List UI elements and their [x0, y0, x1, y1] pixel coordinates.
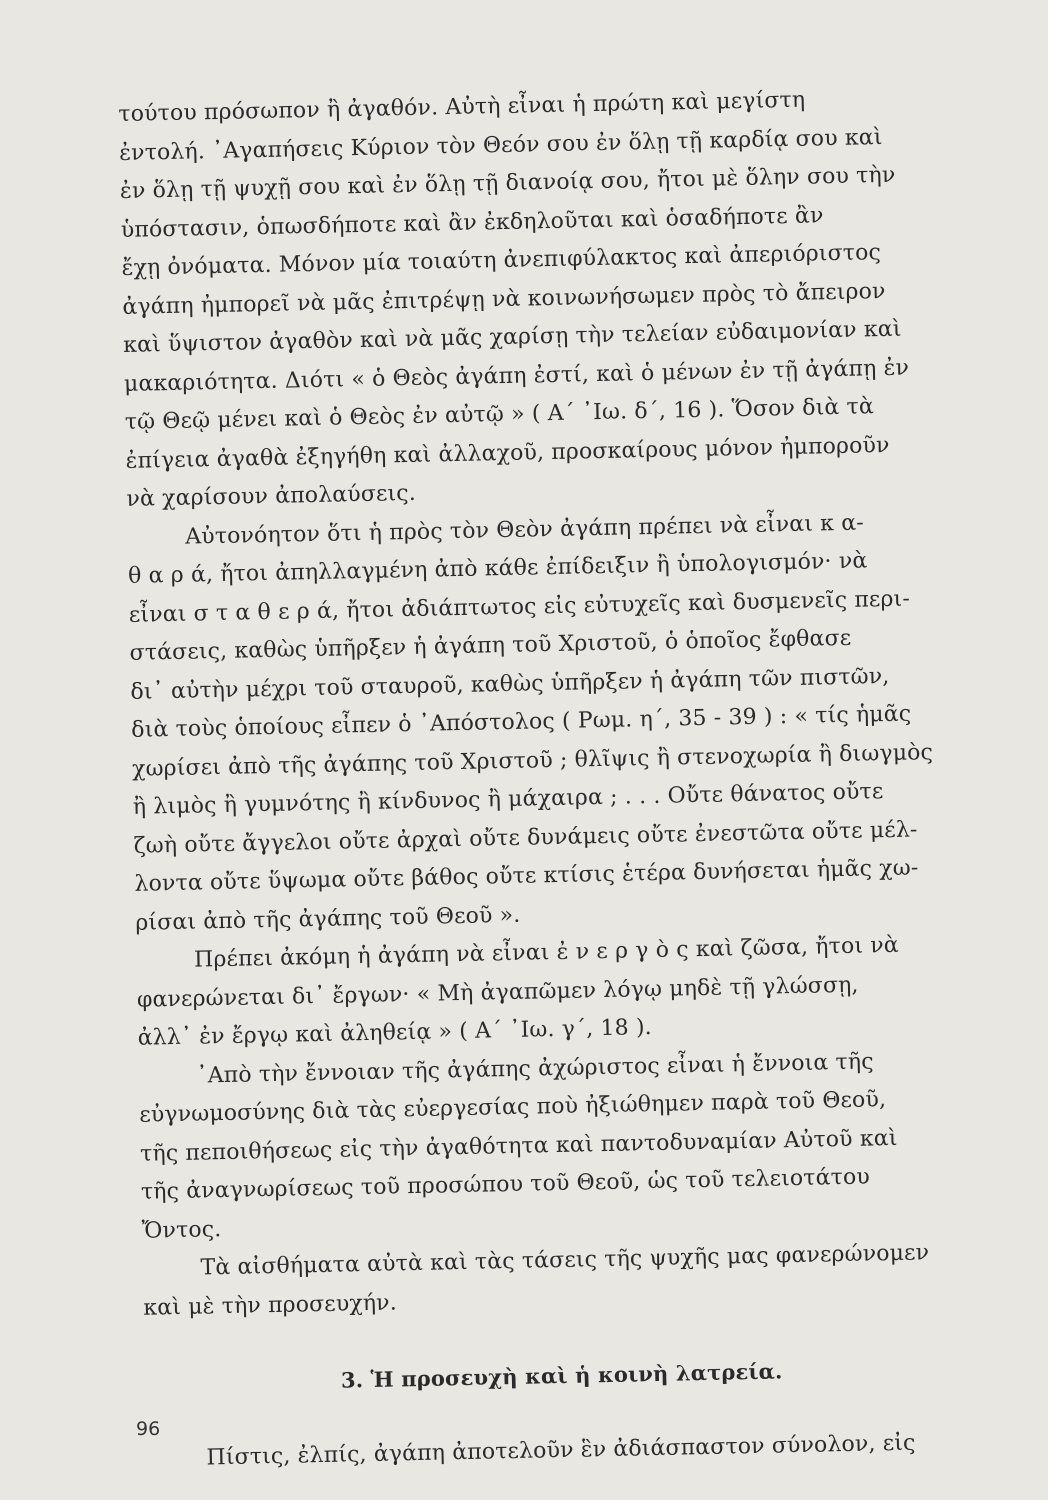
text-line: μακαριότητα. Διότι « ὁ Θεὸς ἀγάπη ἐστί, καὶ ὁ μένων ἐν τῇ ἀγάπῃ ἐν [123, 354, 910, 397]
text-line: ἔχῃ ὀνόματα. Μόνον μία τοιαύτη ἀνεπιφύλακτος καὶ ἀπεριόριστος [121, 240, 882, 281]
text-line: ἐντολή. ᾿Αγαπήσεις Κύριον τὸν Θεόν σου ἐν ὅλῃ τῇ καρδίᾳ σου καὶ [118, 124, 883, 166]
text-line: στάσεις, καθὼς ὑπῆρξεν ἡ ἀγάπη τοῦ Χριστοῦ, ὁ ὁποῖος ἔφθασε [129, 625, 852, 666]
body-text [118, 78, 999, 1479]
page-number: 96 [136, 1418, 161, 1440]
text-line: τῷ Θεῷ μένει καὶ ὁ Θεὸς ἐν αὐτῷ » ( Α΄ ᾿Ιω. δ΄, 16 ). Ὅσον διὰ τὰ [124, 394, 875, 435]
paragraph-start: Τὰ αἰσθήματα αὐτὰ καὶ τὰς τάσεις τῆς ψυχῆς μας φανερώνομεν [200, 1240, 930, 1281]
text-line: καὶ ὕψιστον ἀγαθὸν καὶ νὰ μᾶς χαρίσῃ τὴν τελείαν εὐδαιμονίαν καὶ [122, 316, 902, 358]
text-line: θ α ρ ά, ἤτοι ἀπηλλαγμένη ἀπὸ κάθε ἐπίδειξιν ἢ ὑπολογισμόν· νὰ [127, 548, 868, 589]
quote-line: ζωὴ οὔτε ἄγγελοι οὔτε ἀρχαὶ οὔτε δυνάμεις οὔτε ἐνεστῶτα οὔτε μέλ- [133, 816, 918, 859]
text-line: διὰ τοὺς ὁποίους εἶπεν ὁ ᾿Απόστολος ( Ρωμ. η΄, 35 - 39 ) : « τίς ἡμᾶς [131, 701, 912, 743]
text-line: τῆς ἀναγνωρίσεως τοῦ προσώπου τοῦ Θεοῦ, ὡς τοῦ τελειοτάτου [140, 1164, 871, 1205]
quote-line: ρίσαι ἀπὸ τῆς ἀγάπης τοῦ Θεοῦ ». [135, 902, 521, 936]
text-line: καὶ μὲ τὴν προσευχήν. [143, 1289, 398, 1321]
section-heading: 3. Ἡ προσευχὴ καὶ ἡ κοινὴ λατρεία. [340, 1358, 783, 1393]
paragraph-start: Αὐτονόητον ὅτι ἡ πρὸς τὸν Θεὸν ἀγάπη πρέπει νὰ εἶναι κ α- [184, 509, 865, 550]
text-line: ἀγάπη ἠμπορεῖ νὰ μᾶς ἐπιτρέψῃ νὰ κοινωνήσωμεν πρὸς τὸ ἄπειρον [122, 278, 886, 320]
text-line: φανερώνεται δι᾿ ἔργων· « Μὴ ἀγαπῶμεν λόγῳ μηδὲ τῇ γλώσσῃ, [136, 972, 859, 1013]
text-line: ἐπίγεια ἀγαθὰ ἐξηγήθη καὶ ἀλλαχοῦ, προσκαίρους μόνον ἠμποροῦν [125, 432, 890, 474]
text-line: εὐγνωμοσύνης διὰ τὰς εὐεργεσίας ποὺ ἠξιώθημεν παρὰ τοῦ Θεοῦ, [139, 1087, 887, 1128]
paragraph-start: Πρέπει ἀκόμη ἡ ἀγάπη νὰ εἶναι ἐ ν ε ρ γ ὸ ς καὶ ζῶσα, ἤτοι νὰ [193, 932, 900, 973]
text-line: τούτου πρόσωπον ἢ ἀγαθόν. Αὐτὴ εἶναι ἡ πρώτη καὶ μεγίστη [118, 87, 806, 127]
quote-line: χωρίσει ἀπὸ τῆς ἀγάπης τοῦ Χριστοῦ ; θλῖψις ἢ στενοχωρία ἢ διωγμὸς [131, 739, 934, 782]
quote-line: ἢ λιμὸς ἢ γυμνότης ἢ κίνδυνος ἢ μάχαιρα ; . . . Οὔτε θάνατος οὔτε [132, 779, 884, 820]
text-line: δι᾿ αὐτὴν μέχρι τοῦ σταυροῦ, καθὼς ὑπῆρξεν ἡ ἀγάπη τῶν πιστῶν, [130, 663, 890, 705]
paragraph-start: Πίστις, ἐλπίς, ἀγάπη ἀποτελοῦν ἓν ἀδιάσπαστον σύνολον, εἰς [206, 1430, 916, 1470]
text-line: νὰ χαρίσουν ἀπολαύσεις. [126, 480, 417, 512]
text-line: τῆς πεποιθήσεως εἰς τὴν ἀγαθότητα καὶ παντοδυναμίαν Αὐτοῦ καὶ [139, 1125, 898, 1167]
text-line: ὑπόστασιν, ὁπωσδήποτε καὶ ἂν ἐκδηλοῦται καὶ ὁσαδήποτε ἂν [120, 202, 824, 243]
text-line: ἐν ὅλῃ τῇ ψυχῇ σου καὶ ἐν ὅλῃ τῇ διανοίᾳ σου, ἤτοι μὲ ὅλην σου τὴν [119, 162, 896, 204]
text-line: εἶναι σ τ α θ ε ρ ά, ἤτοι ἀδιάπτωτος εἰς εὐτυχεῖς καὶ δυσμενεῖς περι- [128, 586, 911, 628]
paragraph-start: ᾿Απὸ τὴν ἔννοιαν τῆς ἀγάπης ἀχώριστος εἶναι ἡ ἔννοια τῆς [196, 1048, 874, 1089]
quote-line: λοντα οὔτε ὕψωμα οὔτε βάθος οὔτε κτίσις ἑτέρα δυνήσεται ἡμᾶς χω- [134, 855, 919, 897]
quote-line: ἀλλ᾿ ἐν ἔργῳ καὶ ἀληθείᾳ » ( Α΄ ᾿Ιω. γ΄, 18 ). [137, 1015, 653, 1051]
text-line: Ὄντος. [141, 1216, 222, 1244]
